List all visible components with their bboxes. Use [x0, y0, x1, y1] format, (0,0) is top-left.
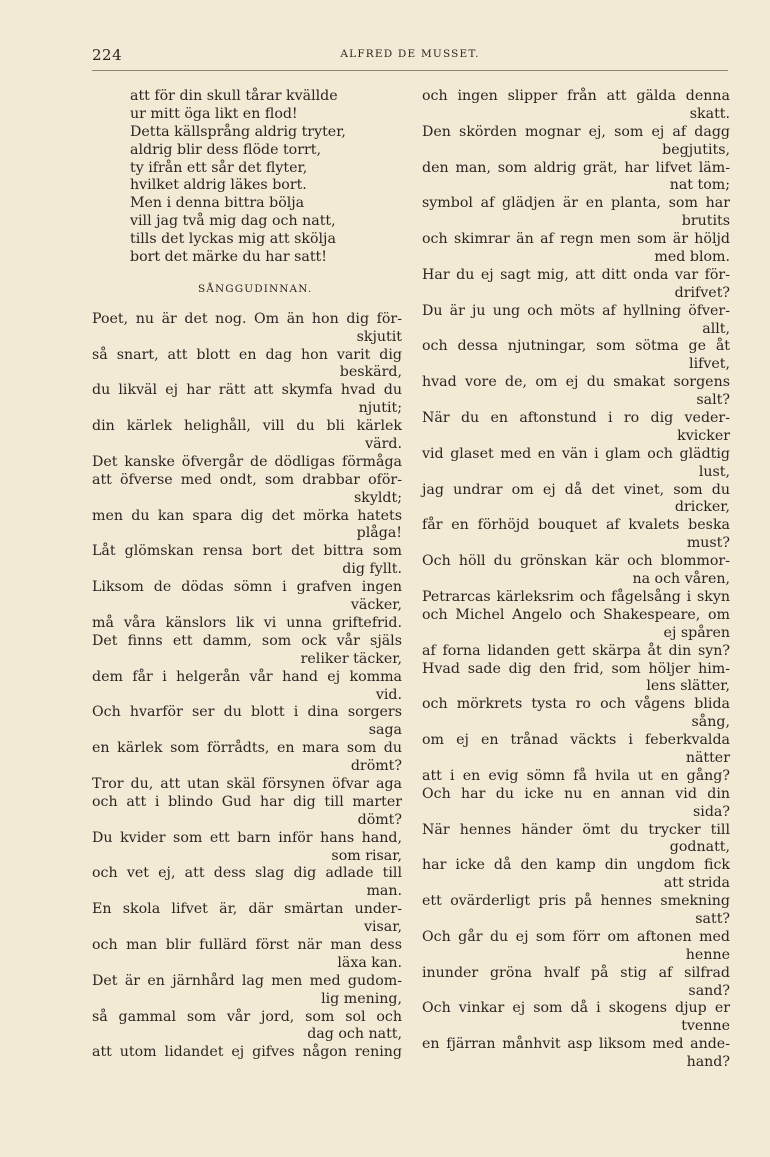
verse-line: dömt? [357, 811, 402, 828]
verse-line: Det är en järnhård lag men med gudom- [92, 972, 402, 989]
verse-line: men du kan spara dig det mörka hatets [92, 507, 402, 524]
verse-line: får en förhöjd bouquet af kvalets beska [422, 517, 730, 534]
verse-line: När du en aftonstund i ro dig veder- [422, 410, 730, 427]
verse-line: och man blir fullärd först när man dess [92, 936, 402, 953]
verse-line: När hennes händer ömt du trycker till [422, 821, 730, 838]
verse-line: skjutit [356, 328, 402, 345]
verse-line: Du är ju ung och möts af hyllning öfver- [422, 302, 730, 319]
verse-line: Men i denna bittra bölja [130, 195, 305, 212]
verse-line: och mörkrets tysta ro och vågens blida [422, 696, 730, 713]
header-rule [92, 70, 728, 71]
verse-line: Liksom de dödas sömn i grafven ingen [92, 579, 402, 596]
verse-line: brutits [681, 213, 730, 230]
verse-line: att för din skull tårar kvällde [130, 88, 338, 104]
verse-line: och ingen slipper från att gälda denna [422, 88, 730, 104]
verse-line: dricker, [674, 499, 730, 516]
verse-line: kvicker [677, 427, 730, 444]
verse-line: hvilket aldrig läkes bort. [130, 177, 307, 194]
verse-line: nat tom; [669, 177, 730, 194]
verse-line: vid. [375, 686, 402, 703]
verse-line: tills det lyckas mig att skölja [130, 231, 336, 248]
verse-line: jag undrar om ej då det vinet, som du [422, 481, 730, 498]
verse-line: hvad vore de, om ej du smakat sorgens [422, 374, 730, 391]
verse-line: lifvet, [689, 356, 730, 373]
running-head: ALFRED DE MUSSET. [340, 48, 480, 60]
verse-line: drömt? [350, 758, 402, 775]
verse-line: sida? [693, 803, 730, 820]
verse-line: lust, [698, 463, 730, 480]
verse-line: och vet ej, att dess slag dig adlade till [92, 865, 402, 882]
verse-line: Och har du icke nu en annan vid din [422, 785, 730, 802]
verse-line: salt? [696, 392, 730, 409]
page-header [92, 46, 728, 68]
page-number: 224 [92, 46, 123, 64]
verse-line: Petrarcas kärleksrim och fågelsång i skyn [422, 588, 730, 605]
verse-line: ty ifrån ett sår det flyter, [130, 159, 308, 176]
verse-line: Detta källsprång aldrig tryter, [130, 123, 346, 140]
verse-line: saga [368, 722, 402, 739]
verse-line: en fjärran månhvit asp liksom med ande- [422, 1036, 730, 1053]
verse-line: väcker, [350, 597, 402, 614]
verse-line: Och hvarför ser du blott i dina sorgers [92, 704, 402, 721]
verse-line: begjutits, [662, 141, 730, 158]
verse-line: Det kanske öfvergår de dödligas förmåga [92, 453, 402, 470]
verse-line: af forna lidanden gett skärpa åt din syn? [422, 642, 730, 659]
verse-line: Och höll du grönskan kär och blommor- [422, 553, 730, 570]
verse-line: och Michel Angelo och Shakespeare, om [422, 606, 730, 623]
verse-line: sång, [691, 714, 730, 731]
verse-line: lens slätter, [646, 678, 730, 695]
verse-line: henne [685, 946, 730, 963]
verse-line: och skimrar än af regn men som är höljd [422, 231, 730, 248]
verse-line: hand? [686, 1054, 730, 1071]
verse-line: en kärlek som förrådts, en mara som du [92, 740, 402, 757]
verse-line: visar, [363, 919, 402, 936]
verse-line: att i en evig sömn få hvila ut en gång? [422, 767, 730, 784]
verse-line: skyldt; [354, 489, 402, 506]
verse-line: har icke då den kamp din ungdom fick [422, 857, 730, 874]
verse-line: vid glaset med en vän i glam och glädtig [422, 445, 730, 462]
verse-line: man. [366, 883, 402, 900]
verse-line: tvenne [681, 1018, 730, 1035]
verse-line: lig mening, [321, 990, 402, 1007]
verse-line: Hvad sade dig den frid, som höljer him- [422, 660, 730, 677]
verse-line: Tror du, att utan skäl försynen öfvar aga [92, 775, 402, 792]
left-verse [92, 311, 402, 1062]
verse-line: inunder gröna hvalf på stig af silfrad [422, 964, 730, 981]
verse-line: värd. [365, 436, 402, 453]
verse-line: aldrig blir dess flöde torrt, [130, 141, 321, 158]
verse-line: Har du ej sagt mig, att ditt onda var för- [422, 266, 730, 283]
verse-line: Och går du ej som förr om aftonen med [422, 928, 730, 945]
verse-line: allt, [702, 320, 730, 337]
verse-line: din kärlek helighåll, vill du bli kärlek [92, 418, 402, 435]
verse-line: reliker täcker, [300, 650, 402, 667]
verse-line: läxa kan. [337, 954, 402, 971]
verse-line: dem får i helgerån vår hand ej komma [92, 668, 402, 685]
verse-line: vill jag två mig dag och natt, [130, 213, 336, 230]
verse-line: Det finns ett damm, som ock vår själs [92, 632, 402, 649]
verse-line: nätter [685, 749, 730, 766]
verse-line: att utom lidandet ej gifves någon rening [92, 1044, 402, 1061]
verse-line: ur mitt öga likt en flod! [130, 105, 298, 122]
verse-line: så snart, att blott en dag hon varit dig [92, 346, 402, 363]
verse-line: som risar, [331, 847, 402, 864]
verse-line: sand? [688, 982, 730, 999]
right-verse [422, 88, 730, 1072]
verse-line: må våra känslors lik vi unna griftefrid. [92, 614, 402, 631]
verse-line: Den skörden mognar ej, som ej af dagg [422, 123, 730, 140]
verse-line: om ej en trånad väckts i feberkvalda [422, 732, 730, 749]
left-column [92, 88, 402, 1062]
verse-line: att öfverse med ondt, som drabbar oför- [92, 471, 402, 488]
verse-line: drifvet? [674, 284, 730, 301]
verse-line: skatt. [689, 105, 730, 122]
verse-line: plåga! [356, 525, 402, 542]
verse-line: att strida [663, 875, 730, 892]
opening-stanza [92, 88, 402, 267]
verse-line: beskärd, [339, 364, 402, 381]
verse-line: den man, som aldrig grät, har lifvet läm- [422, 159, 730, 176]
verse-line: Och vinkar ej som då i skogens djup er [422, 1000, 730, 1017]
verse-line: dig fyllt. [342, 561, 402, 578]
verse-line: med blom. [654, 249, 730, 266]
verse-line: Du kvider som ett barn inför hans hand, [92, 829, 402, 846]
verse-line: symbol af glädjen är en planta, som har [422, 195, 730, 212]
verse-line: du likväl ej har rätt att skymfa hvad du [92, 382, 402, 399]
verse-line: godnatt, [669, 839, 730, 856]
verse-line: ej spåren [663, 624, 730, 641]
verse-line: must? [686, 535, 730, 552]
verse-line: och att i blindo Gud har dig till marter [92, 793, 402, 810]
verse-line: så gammal som vår jord, som sol och [92, 1008, 402, 1025]
verse-line: Poet, nu är det nog. Om än hon dig för- [92, 310, 402, 327]
section-heading: SÅNGGUDINNAN. [198, 282, 313, 295]
verse-line: bort det märke du har satt! [130, 249, 327, 266]
verse-line: Låt glömskan rensa bort det bittra som [92, 543, 402, 560]
verse-line: och dessa njutningar, som sötma ge åt [422, 338, 730, 355]
right-column [422, 88, 730, 1072]
verse-line: satt? [695, 910, 730, 927]
verse-line: na och våren, [632, 571, 730, 588]
verse-line: njutit; [358, 400, 402, 417]
verse-line: En skola lifvet är, där smärtan under- [92, 901, 402, 918]
verse-line: dag och natt, [307, 1026, 402, 1043]
verse-line: ett ovärderligt pris på hennes smekning [422, 893, 730, 910]
